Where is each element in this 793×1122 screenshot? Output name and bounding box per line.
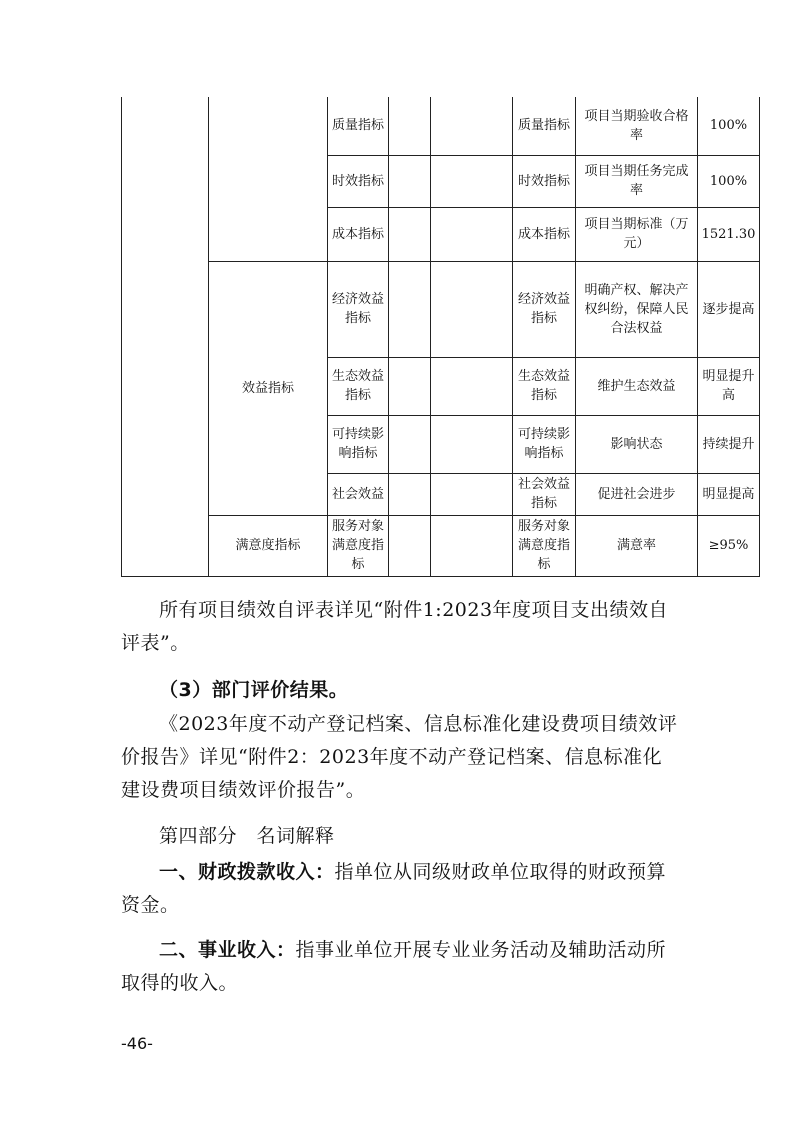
term-business-income: 二、事业收入： [159, 939, 296, 961]
table-cell: 影响状态 [576, 415, 698, 473]
table-cell: 成本指标 [513, 207, 576, 261]
section-heading-glossary: 第四部分 名词解释 [159, 825, 335, 847]
table-cell [431, 207, 513, 261]
table-cell [431, 357, 513, 415]
definition-business-income: 指事业单位开展专业业务活动及辅助活动所取得的收入。 [121, 939, 667, 994]
table-cell [389, 207, 431, 261]
table-cell: 项目当期标准（万元） [576, 207, 698, 261]
table-cell: 经济效益指标 [513, 261, 576, 357]
table-cell: 效益指标 [209, 261, 328, 515]
table-cell: 满意率 [576, 515, 698, 576]
table-cell: 质量指标 [328, 97, 389, 155]
table-row [122, 515, 760, 576]
table-cell [209, 97, 328, 261]
table-cell [431, 515, 513, 576]
table-cell: 促进社会进步 [576, 473, 698, 515]
table-cell [389, 415, 431, 473]
table-cell: 生态效益指标 [328, 357, 389, 415]
definition-fiscal-appropriation: 指单位从同级财政单位取得的财政预算资金。 [121, 861, 667, 916]
performance-indicator-table [121, 97, 760, 577]
table-cell: 满意度指标 [209, 515, 328, 576]
table-cell [431, 155, 513, 207]
table-cell: 可持续影响指标 [513, 415, 576, 473]
table-cell: 明确产权、解决产权纠纷，保障人民合法权益 [576, 261, 698, 357]
table-cell: 可持续影响指标 [328, 415, 389, 473]
table-cell: 时效指标 [513, 155, 576, 207]
table-cell: 社会效益指标 [513, 473, 576, 515]
paragraph-self-evaluation: 所有项目绩效自评表详见“附件1:2023年度项目支出绩效自评表”。 [121, 599, 669, 654]
table-cell: 明显提升高 [698, 357, 760, 415]
table-cell: 维护生态效益 [576, 357, 698, 415]
glossary-fiscal-appropriation [121, 856, 681, 922]
table-cell [431, 415, 513, 473]
table-cell: 明显提高 [698, 473, 760, 515]
table-cell: 项目当期验收合格率 [576, 97, 698, 155]
paragraph-evaluation-report: 《2023年度不动产登记档案、信息标准化建设费项目绩效评价报告》详见“附件2：2023年度不动产登记档案、信息标准化建设费项目绩效评价报告”。 [121, 713, 678, 801]
glossary-business-income [121, 934, 681, 1000]
table-cell: 经济效益指标 [328, 261, 389, 357]
table-cell [389, 515, 431, 576]
table-cell: 社会效益 [328, 473, 389, 515]
table-cell [389, 261, 431, 357]
table-cell: 质量指标 [513, 97, 576, 155]
table-cell: 成本指标 [328, 207, 389, 261]
table-cell: 持续提升 [698, 415, 760, 473]
table-cell: 生态效益指标 [513, 357, 576, 415]
table-cell: 时效指标 [328, 155, 389, 207]
table-cell [431, 473, 513, 515]
table-cell: 1521.30 [698, 207, 760, 261]
term-fiscal-appropriation: 一、财政拨款收入： [159, 861, 335, 883]
table-cell [431, 97, 513, 155]
table-row [122, 261, 760, 357]
table-cell [389, 357, 431, 415]
table-cell [389, 97, 431, 155]
table-cell: 服务对象满意度指标 [513, 515, 576, 576]
table-cell: 100% [698, 97, 760, 155]
table-cell: ≥95% [698, 515, 760, 576]
table-cell: 逐步提高 [698, 261, 760, 357]
table-cell: 100% [698, 155, 760, 207]
table-cell: 服务对象满意度指标 [328, 515, 389, 576]
table-cell [431, 261, 513, 357]
table-row [122, 97, 760, 155]
heading-department-evaluation: （3）部门评价结果。 [159, 679, 349, 701]
table-cell [122, 97, 209, 576]
table-cell [389, 473, 431, 515]
table-cell [389, 155, 431, 207]
page-number: -46- [121, 1034, 153, 1053]
table-cell: 项目当期任务完成率 [576, 155, 698, 207]
